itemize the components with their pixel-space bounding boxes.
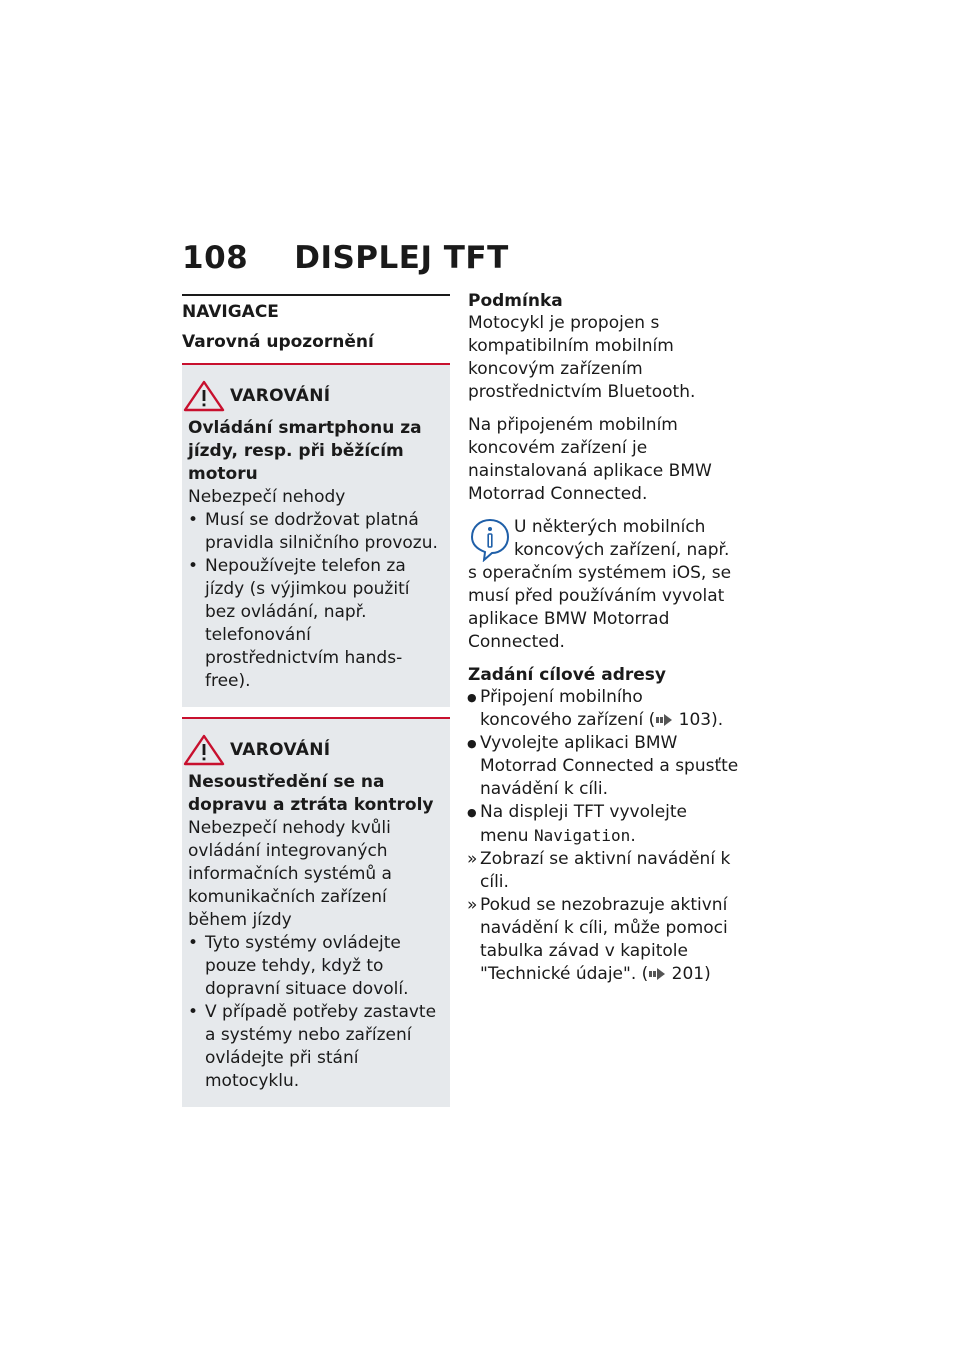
info-icon	[470, 518, 510, 562]
precondition-paragraph: Na připojeném mobilním koncovém zařízení je nainstalovaná aplikace BMW Motorrad Connected.	[468, 415, 712, 504]
page-number: 108	[182, 240, 249, 276]
warning-triangle-icon	[182, 379, 226, 413]
warning-title: Nesoustředění se na dopravu a ztráta kontroly	[188, 772, 434, 815]
warning-label: VAROVÁNÍ	[230, 386, 331, 406]
warning-text: Nebezpečí nehody	[188, 487, 346, 507]
warning-box	[182, 719, 450, 1107]
warning-bullets	[188, 932, 444, 1093]
warning-bullet: • V případě potřeby zastavte a systémy nebo zařízení ovládejte při stání motocyklu.	[188, 1001, 444, 1093]
warning-text: Nebezpečí nehody kvůli ovládání integrovaných informačních systémů a komunikačních zařízení během jízdy	[188, 818, 392, 930]
reference-arrow-icon	[655, 714, 673, 726]
warning-header	[188, 733, 444, 767]
precondition-paragraph: Motocykl je propojen s kompatibilním mobilním koncovým zařízením prostřednictvím Bluetooth.	[468, 313, 696, 402]
list-item: ● Vyvolejte aplikaci BMW Motorrad Connected a spusťte navádění k cíli.	[468, 732, 740, 801]
info-text: U některých mobilních koncových zařízení, např. s operačním systémem iOS, se musí před používáním vyvolat aplikace BMW Motorrad Connected.	[468, 517, 732, 652]
section-rule	[182, 294, 450, 296]
right-column	[468, 290, 740, 986]
warning-bullet: • Tyto systémy ovládejte pouze tehdy, když to dopravní situace dovolí.	[188, 932, 444, 1001]
left-column	[182, 294, 450, 1107]
warning-title: Ovládání smartphonu za jízdy, resp. při běžícím motoru	[188, 418, 422, 484]
page-header	[182, 240, 509, 276]
info-note	[468, 516, 740, 654]
section-title: NAVIGACE	[182, 302, 279, 322]
destination-steps	[468, 686, 740, 986]
menu-name: Navigation	[533, 826, 631, 845]
reference-page: 201	[671, 964, 705, 984]
warning-bullet: • Musí se dodržovat platná pravidla silničního provozu.	[188, 509, 444, 555]
list-item: ● Na displeji TFT vyvolejte menu Navigation.	[468, 801, 740, 848]
list-item: » Pokud se nezobrazuje aktivní navádění k cíli, může pomoci tabulka závad v kapitole "Technické údaje". ( 201)	[468, 894, 740, 986]
warning-box	[182, 365, 450, 707]
list-item: » Zobrazí se aktivní navádění k cíli.	[468, 848, 740, 894]
precondition-title: Podmínka	[468, 291, 563, 311]
reference-page: 103	[678, 710, 712, 730]
list-item: ● Připojení mobilního koncového zařízení ( 103).	[468, 686, 740, 732]
warning-bullet: • Nepoužívejte telefon za jízdy (s výjimkou použití bez ovládání, např. telefonování prostřednictvím hands-free).	[188, 555, 444, 693]
warning-label: VAROVÁNÍ	[230, 740, 331, 760]
warning-bullets	[188, 509, 444, 693]
warning-header	[188, 379, 444, 413]
reference-arrow-icon	[648, 968, 666, 980]
subsection-title: Varovná upozornění	[182, 332, 374, 352]
chapter-title: DISPLEJ TFT	[294, 240, 509, 276]
destination-title: Zadání cílové adresy	[468, 665, 666, 685]
warning-triangle-icon	[182, 733, 226, 767]
